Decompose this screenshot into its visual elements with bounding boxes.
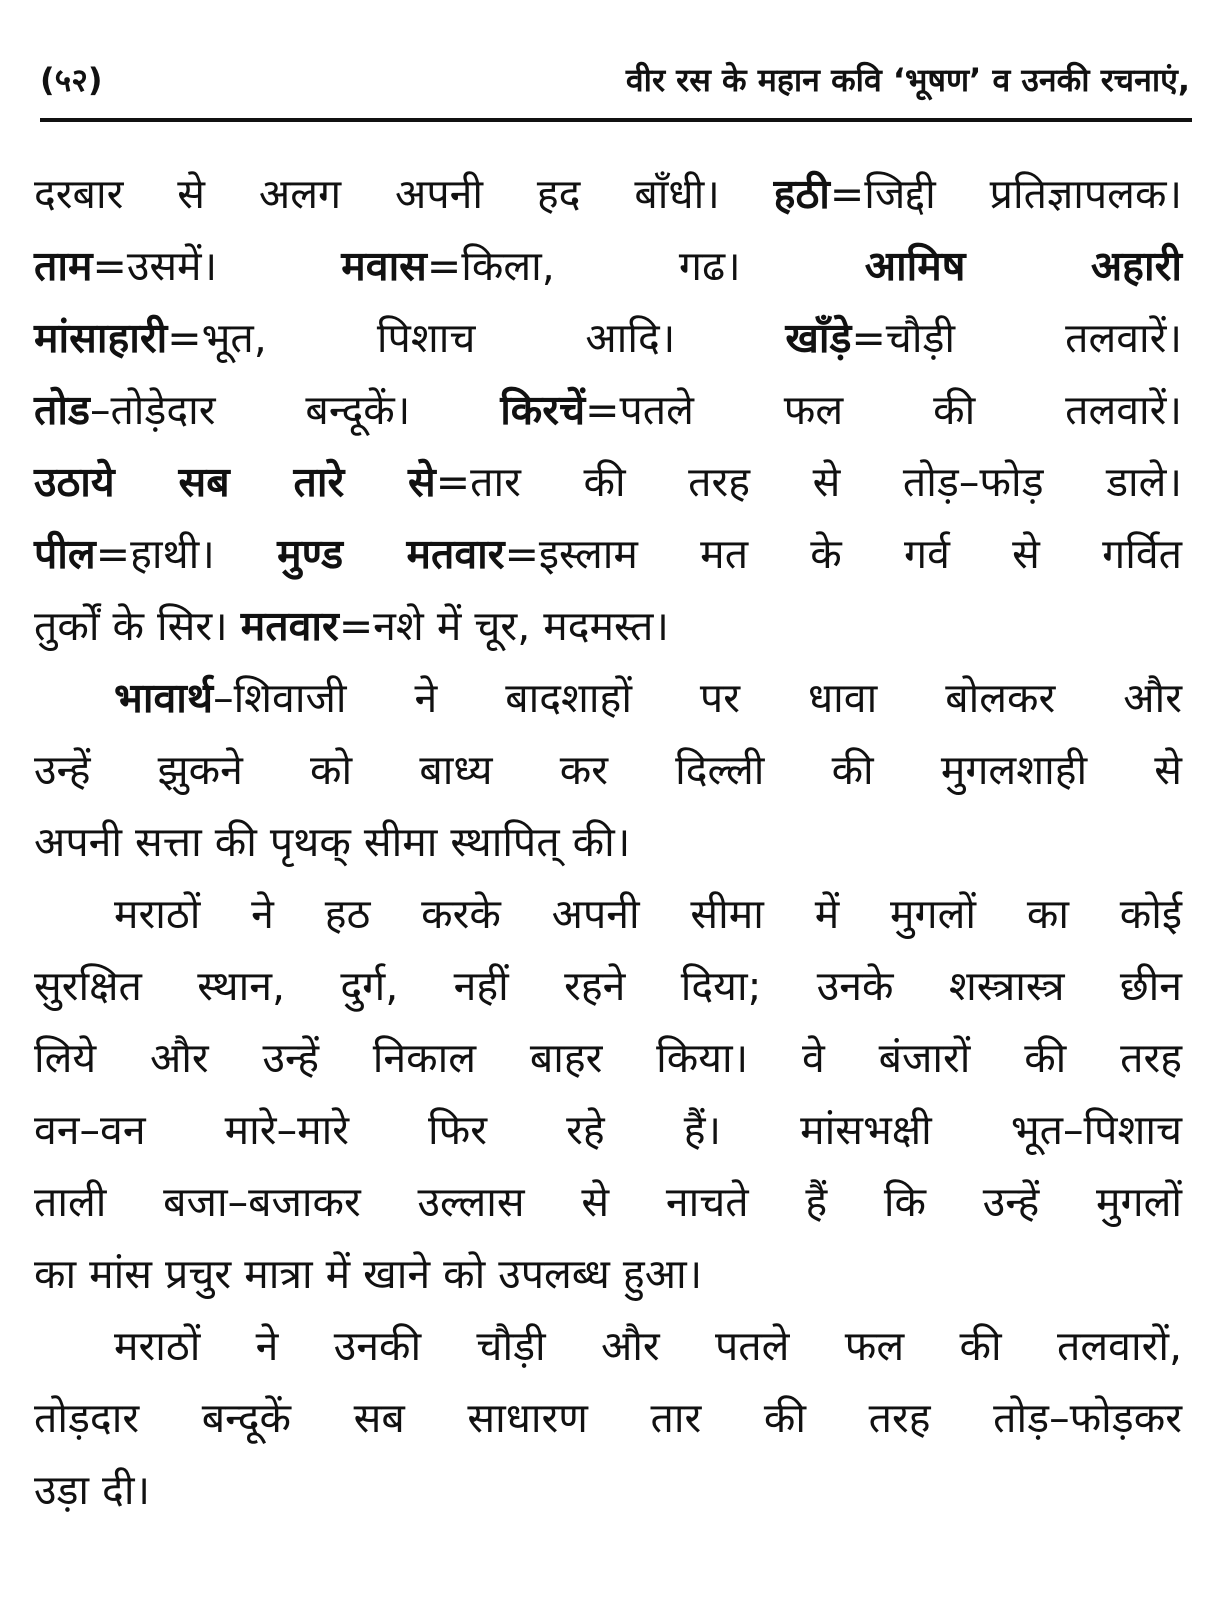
glossary-line-5 bbox=[34, 446, 1182, 518]
paragraph-2-line-1: मराठों ने हठ करके अपनी सीमा में मुगलों का कोई bbox=[114, 890, 1182, 938]
gloss-meaning: =हाथी। bbox=[95, 530, 215, 578]
paragraph-1-line-1 bbox=[34, 662, 1182, 734]
gloss-meaning: =उसमें। bbox=[92, 242, 218, 290]
gloss-meaning: =भूत, पिशाच आदि। bbox=[167, 314, 676, 362]
page-number: (५२) bbox=[40, 61, 103, 99]
gloss-meaning: =पतले फल की तलवारें। bbox=[585, 386, 1182, 434]
explanation-label: भावार्थ bbox=[114, 674, 214, 722]
gloss-text: तुर्कों के सिर। bbox=[34, 602, 228, 650]
glossary-line-6 bbox=[34, 518, 1182, 590]
body-text bbox=[34, 158, 1182, 1526]
gloss-meaning: =इस्लाम मत के गर्व से गर्वित bbox=[504, 530, 1182, 578]
gloss-term: ताम bbox=[34, 242, 93, 290]
paragraph-2-line-2: सुरक्षित स्थान, दुर्ग, नहीं रहने दिया; उनके शस्त्रास्त्र छीन bbox=[34, 962, 1182, 1010]
gloss-term: मांसाहारी bbox=[34, 314, 168, 362]
gloss-term: उठाये सब तारे से bbox=[34, 458, 436, 506]
paragraph-2-line-4: वन–वन मारे–मारे फिर रहे हैं। मांसभक्षी भूत–पिशाच bbox=[34, 1106, 1182, 1154]
paragraph-3-line-3: उड़ा दी। bbox=[34, 1466, 150, 1514]
glossary-line-4 bbox=[34, 374, 1182, 446]
gloss-meaning: –तोड़ेदार बन्दूकें। bbox=[89, 386, 411, 434]
gloss-term: हठी bbox=[773, 170, 830, 218]
gloss-meaning: =चौड़ी तलवारें। bbox=[851, 314, 1182, 362]
gloss-term: पील bbox=[34, 530, 96, 578]
paragraph-text: –शिवाजी ने बादशाहों पर धावा बोलकर और bbox=[213, 674, 1182, 722]
paragraph-3-line-1: मराठों ने उनकी चौड़ी और पतले फल की तलवारों, bbox=[114, 1322, 1182, 1370]
header-rule bbox=[40, 118, 1192, 122]
paragraph-2-line-6: का मांस प्रचुर मात्रा में खाने को उपलब्ध हुआ। bbox=[34, 1250, 703, 1298]
paragraph-2-line-5: ताली बजा–बजाकर उल्लास से नाचते हैं कि उन्हें मुगलों bbox=[34, 1178, 1182, 1226]
gloss-term: मतवार bbox=[240, 602, 339, 650]
paragraph-1-line-2: उन्हें झुकने को बाध्य कर दिल्ली की मुगलशाही से bbox=[34, 746, 1182, 794]
gloss-term: मुण्ड मतवार bbox=[277, 530, 505, 578]
running-head bbox=[40, 50, 1190, 110]
running-title: वीर रस के महान कवि ‘भूषण’ व उनकी रचनाएं, bbox=[625, 61, 1190, 99]
paragraph-2-line-3: लिये और उन्हें निकाल बाहर किया। वे बंजारों की तरह bbox=[34, 1034, 1182, 1082]
gloss-meaning: =तार की तरह से तोड़–फोड़ डाले। bbox=[435, 458, 1182, 506]
glossary-line-1 bbox=[34, 158, 1182, 230]
gloss-term: मवास bbox=[341, 242, 427, 290]
glossary-line-3 bbox=[34, 302, 1182, 374]
gloss-term: आमिष अहारी bbox=[864, 242, 1182, 290]
gloss-text: दरबार से अलग अपनी हद बाँधी। bbox=[34, 170, 720, 218]
gloss-meaning: =जिद्दी प्रतिज्ञापलक। bbox=[829, 170, 1182, 218]
gloss-term: तोड bbox=[34, 386, 90, 434]
glossary-line-7 bbox=[34, 590, 1182, 662]
gloss-term: खाँड़े bbox=[785, 314, 852, 362]
glossary-line-2 bbox=[34, 230, 1182, 302]
paragraph-3-line-2: तोड़दार बन्दूकें सब साधारण तार की तरह तोड़–फोड़कर bbox=[34, 1394, 1182, 1442]
paragraph-1-line-3: अपनी सत्ता की पृथक् सीमा स्थापित् की। bbox=[34, 818, 631, 866]
gloss-meaning: =नशे में चूर, मदमस्त। bbox=[338, 602, 669, 650]
gloss-term: किरचें bbox=[500, 386, 586, 434]
gloss-meaning: =किला, गढ। bbox=[426, 242, 741, 290]
